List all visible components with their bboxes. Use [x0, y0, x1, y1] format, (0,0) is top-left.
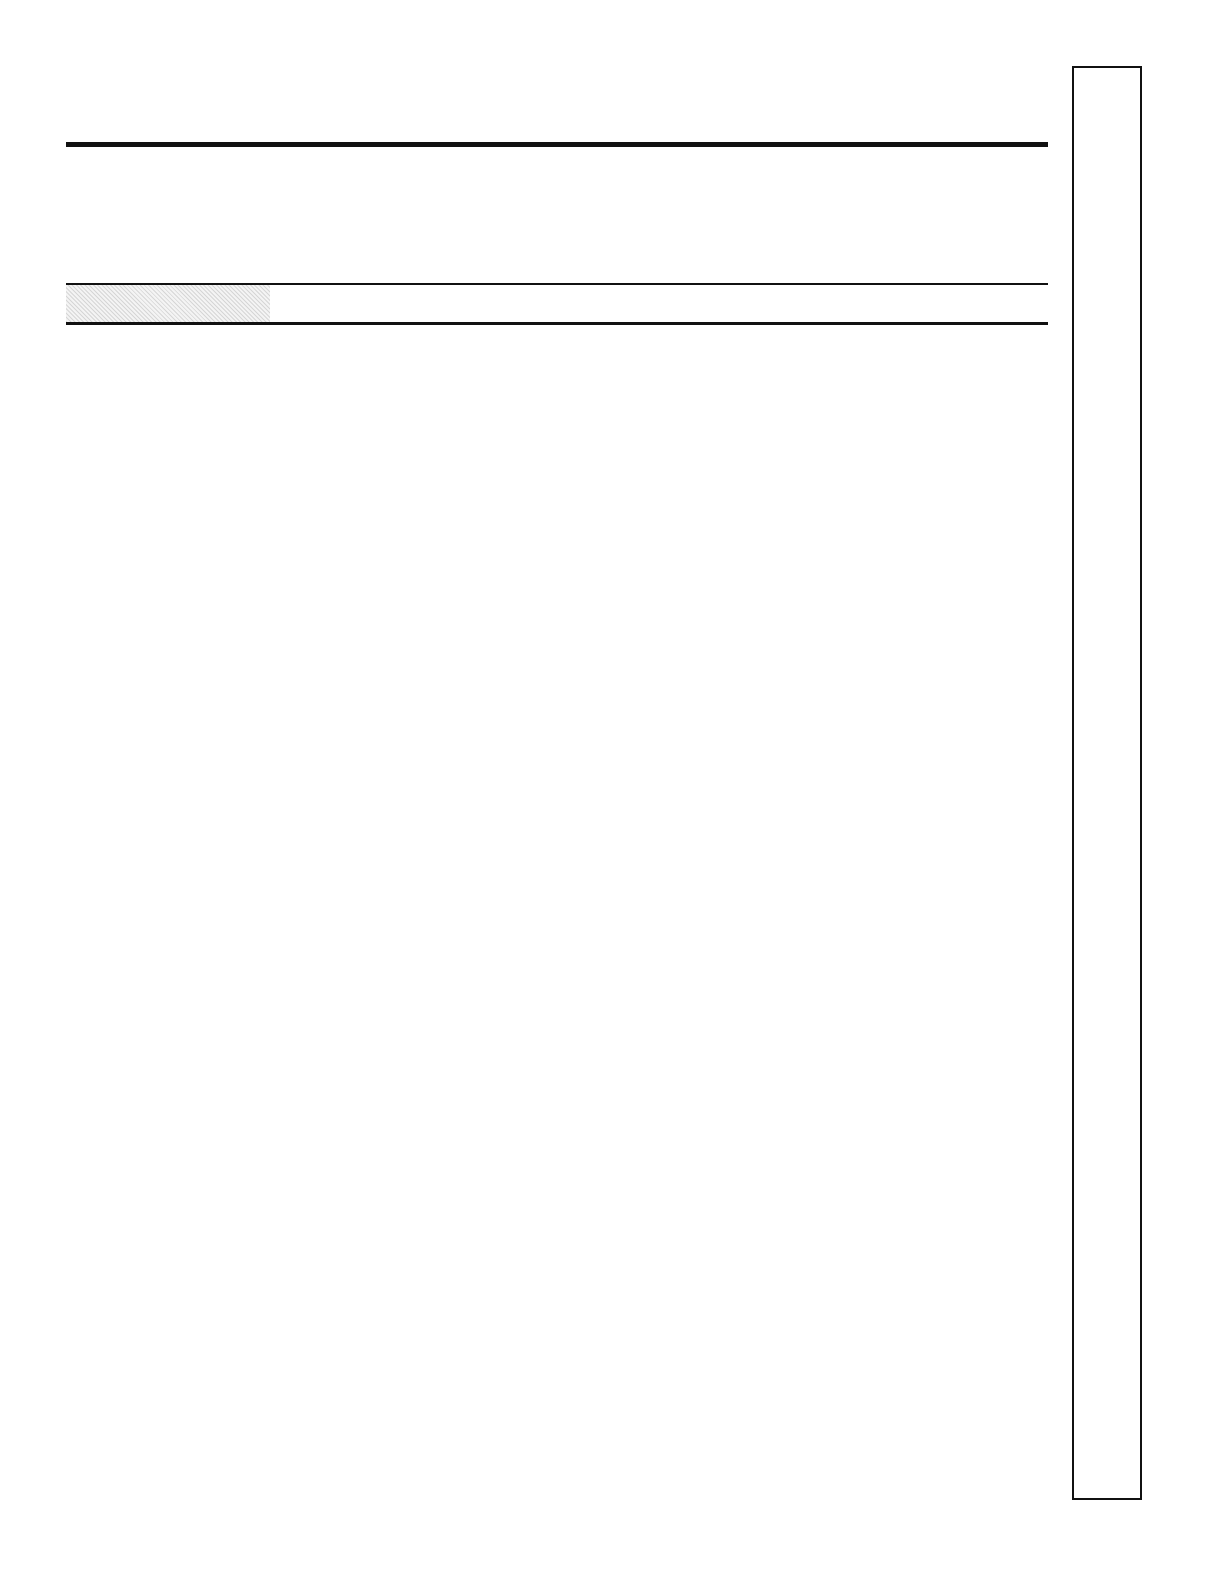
- section-sidebar: [1072, 66, 1142, 1500]
- table-header: [66, 283, 1048, 325]
- header-rule: [66, 142, 1048, 147]
- troubleshooting-table: [66, 283, 1048, 325]
- problem-header-shade: [66, 285, 270, 322]
